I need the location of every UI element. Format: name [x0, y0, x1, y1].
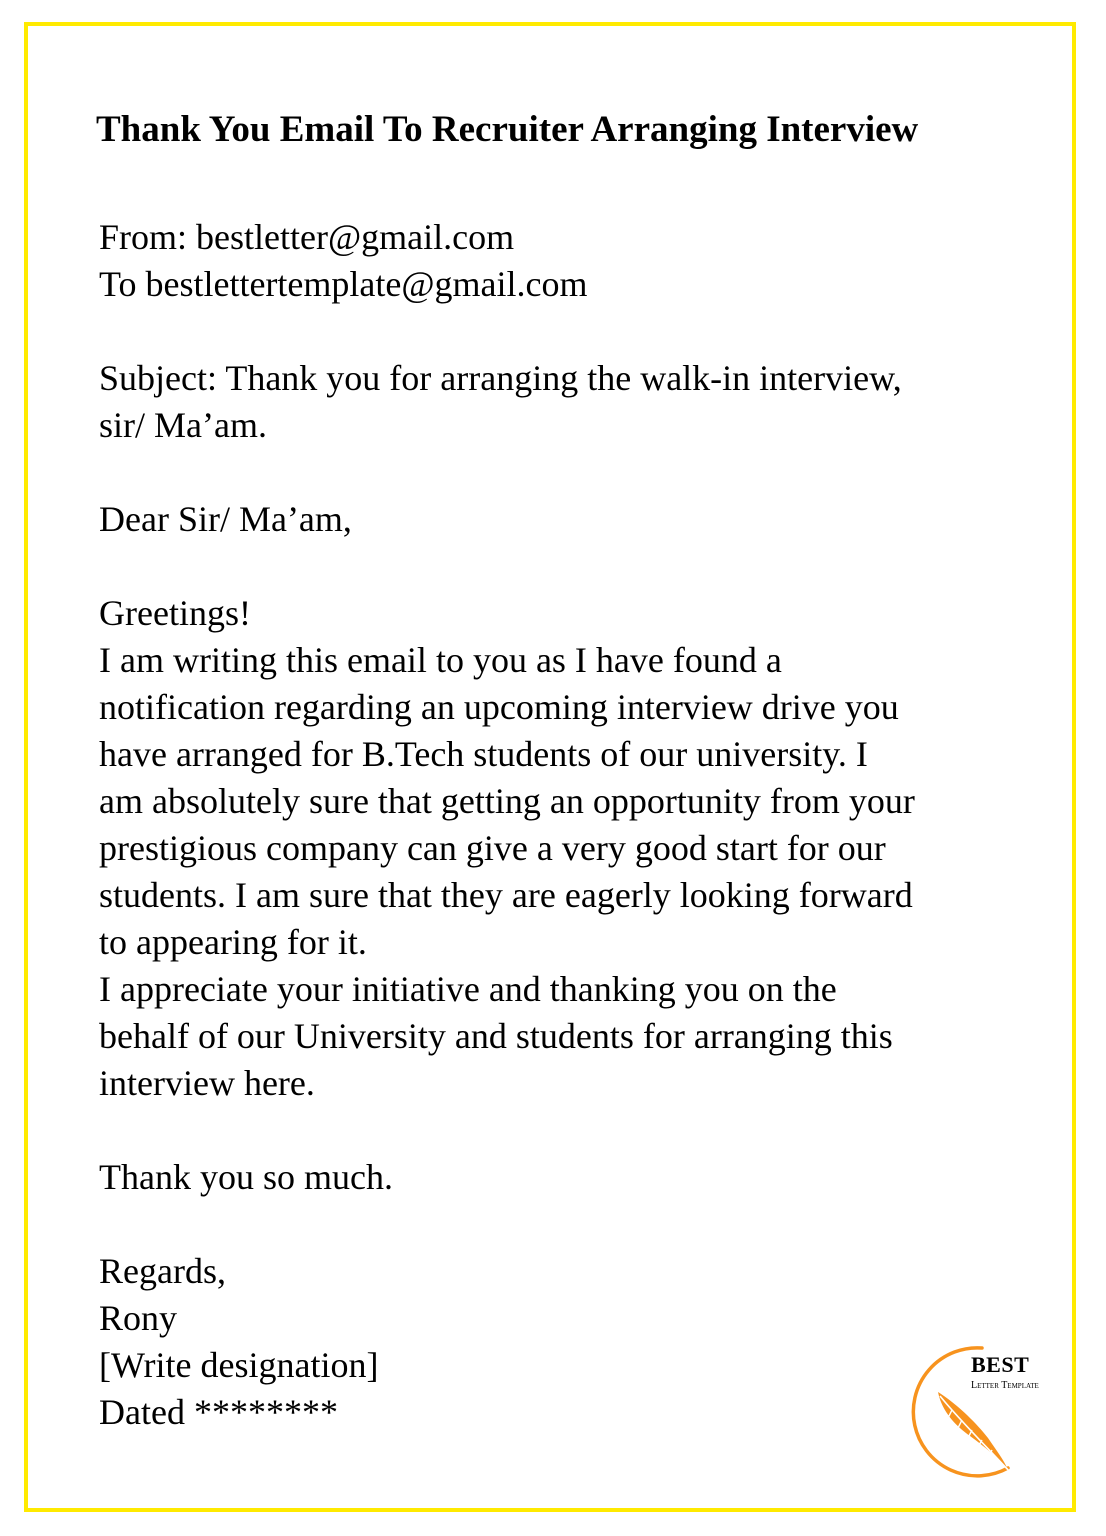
body-line: I appreciate your initiative and thanking you on the: [99, 969, 837, 1009]
closing-thanks: Thank you so much.: [99, 1157, 393, 1197]
body-line: to appearing for it.: [99, 922, 367, 962]
body-line: I am writing this email to you as I have found a: [99, 640, 782, 680]
dated-line: Dated ********: [99, 1392, 338, 1432]
body-line: prestigious company can give a very good start for our: [99, 828, 886, 868]
body-line: interview here.: [99, 1063, 315, 1103]
logo-brand-sub: Letter Template: [971, 1380, 1039, 1391]
feather-icon: [938, 1392, 1010, 1472]
body-line: behalf of our University and students for arranging this: [99, 1016, 893, 1056]
designation: [Write designation]: [99, 1345, 379, 1385]
signoff: Regards,: [99, 1251, 226, 1291]
letter-body: [99, 214, 1019, 1436]
logo-brand-top: BEST: [971, 1352, 1030, 1377]
subject-line: Subject: Thank you for arranging the walk-in interview,: [99, 358, 902, 398]
body-line: students. I am sure that they are eagerly looking forward: [99, 875, 913, 915]
body-line: notification regarding an upcoming interview drive you: [99, 687, 899, 727]
body-line: am absolutely sure that getting an opportunity from your: [99, 781, 915, 821]
from-line: From: bestletter@gmail.com: [99, 217, 515, 257]
greeting: Greetings!: [99, 593, 251, 633]
body-line: have arranged for B.Tech students of our university. I: [99, 734, 868, 774]
sender-name: Rony: [99, 1298, 178, 1338]
salutation: Dear Sir/ Ma’am,: [99, 499, 352, 539]
to-line: To bestlettertemplate@gmail.com: [99, 264, 588, 304]
subject-line: sir/ Ma’am.: [99, 405, 267, 445]
letter-title: Thank You Email To Recruiter Arranging Interview: [96, 109, 919, 150]
